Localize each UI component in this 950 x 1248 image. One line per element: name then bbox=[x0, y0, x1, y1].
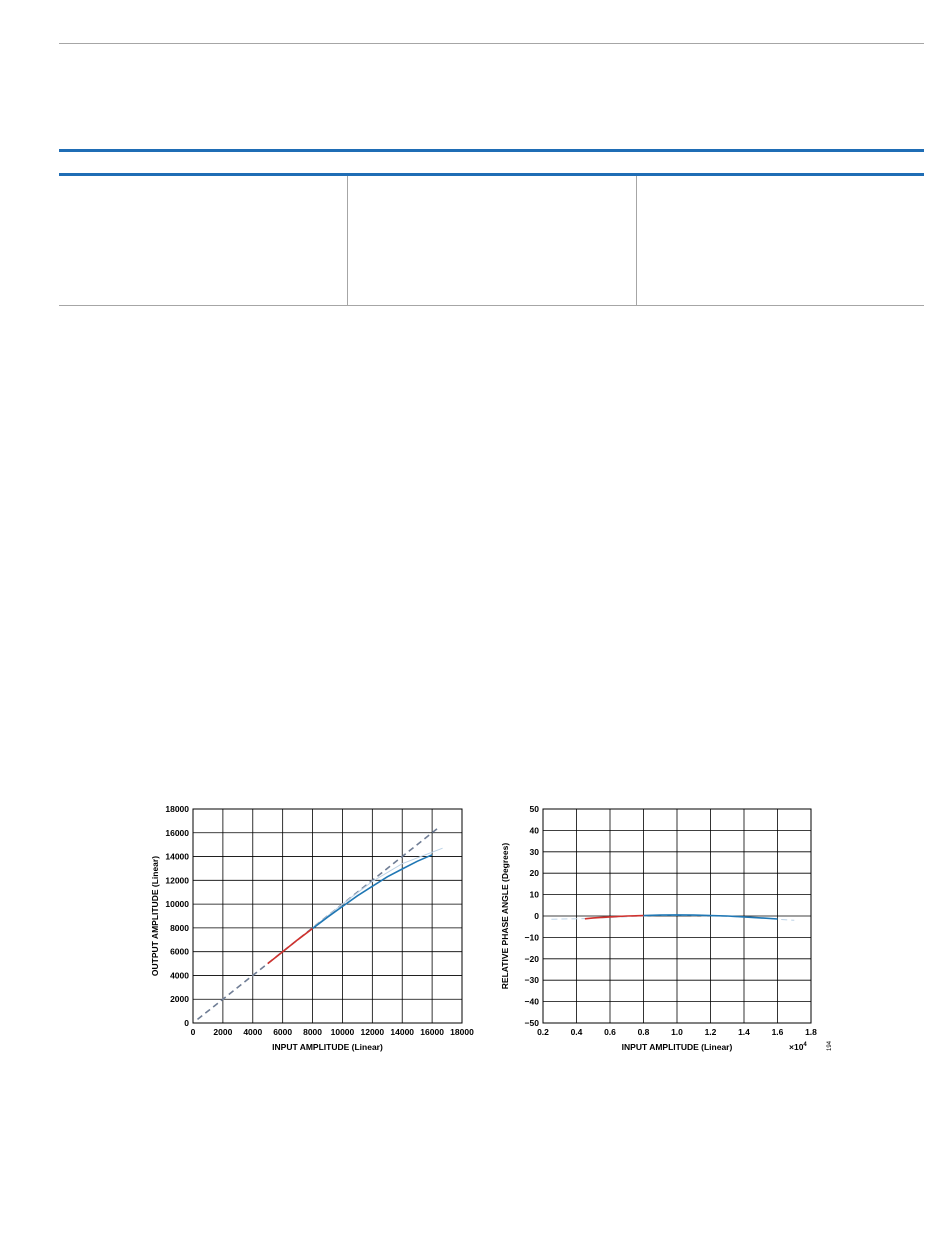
series-line-2 bbox=[268, 929, 313, 964]
y-tick-label: 50 bbox=[529, 804, 539, 814]
y-tick-label: 12000 bbox=[165, 875, 189, 886]
x-tick-label: 18000 bbox=[450, 1027, 474, 1037]
x-tick-label: 6000 bbox=[273, 1027, 293, 1037]
y-tick-label: 0 bbox=[184, 1018, 189, 1028]
x-tick-label: 16000 bbox=[420, 1027, 444, 1037]
y-tick-label: 40 bbox=[529, 825, 539, 836]
x-multiplier-label: $\times 10^4$ bbox=[789, 1042, 807, 1052]
y-tick-label: 2000 bbox=[170, 994, 189, 1005]
x-tick-label: 0.6 bbox=[604, 1027, 616, 1037]
y-tick-label: 20 bbox=[529, 868, 539, 879]
x-tick-label: 2000 bbox=[213, 1027, 233, 1037]
x-tick-label: 1.2 bbox=[704, 1027, 717, 1037]
y-tick-label: −10 bbox=[524, 932, 539, 943]
y-tick-label: 10000 bbox=[165, 899, 189, 910]
y-tick-label: 14000 bbox=[165, 851, 189, 862]
x-tick-label: 0.4 bbox=[570, 1027, 583, 1037]
x-tick-label: 12000 bbox=[360, 1027, 385, 1037]
x-tick-label: 10000 bbox=[330, 1027, 355, 1037]
x-axis-label: INPUT AMPLITUDE (Linear) bbox=[621, 1042, 733, 1052]
x-tick-label: 0.2 bbox=[537, 1027, 549, 1037]
x-tick-label: 0 bbox=[190, 1027, 196, 1037]
series-line-1 bbox=[313, 848, 443, 928]
x-tick-label: 1.6 bbox=[771, 1027, 784, 1037]
y-tick-label: −30 bbox=[524, 975, 539, 986]
x-tick-label: 0.8 bbox=[637, 1027, 650, 1037]
y-axis-label: RELATIVE PHASE ANGLE (Degrees) bbox=[500, 842, 510, 990]
x-axis-label: INPUT AMPLITUDE (Linear) bbox=[272, 1042, 383, 1052]
y-tick-label: −20 bbox=[524, 953, 539, 964]
x-tick-label: 1.4 bbox=[738, 1027, 750, 1037]
amplitude-chart bbox=[150, 804, 474, 1052]
phase-chart bbox=[500, 804, 817, 1052]
figure-id: 194 bbox=[827, 1040, 833, 1051]
x-tick-label: 1.0 bbox=[671, 1027, 683, 1037]
y-tick-label: −50 bbox=[524, 1018, 539, 1028]
x-tick-label: 8000 bbox=[303, 1027, 323, 1037]
y-tick-label: 8000 bbox=[170, 922, 189, 933]
y-tick-label: 18000 bbox=[165, 804, 189, 814]
x-tick-label: 14000 bbox=[390, 1027, 415, 1037]
x-tick-label: 4000 bbox=[243, 1027, 263, 1037]
y-tick-label: 4000 bbox=[170, 970, 189, 981]
y-tick-label: −40 bbox=[524, 996, 539, 1007]
y-axis-label: OUTPUT AMPLITUDE (Linear) bbox=[150, 855, 160, 977]
y-tick-label: 6000 bbox=[170, 946, 189, 957]
y-tick-label: 0 bbox=[534, 911, 539, 921]
y-tick-label: 10 bbox=[529, 889, 539, 900]
x-tick-label: 1.8 bbox=[805, 1027, 817, 1037]
y-tick-label: 16000 bbox=[165, 827, 189, 838]
y-tick-label: 30 bbox=[529, 846, 539, 857]
